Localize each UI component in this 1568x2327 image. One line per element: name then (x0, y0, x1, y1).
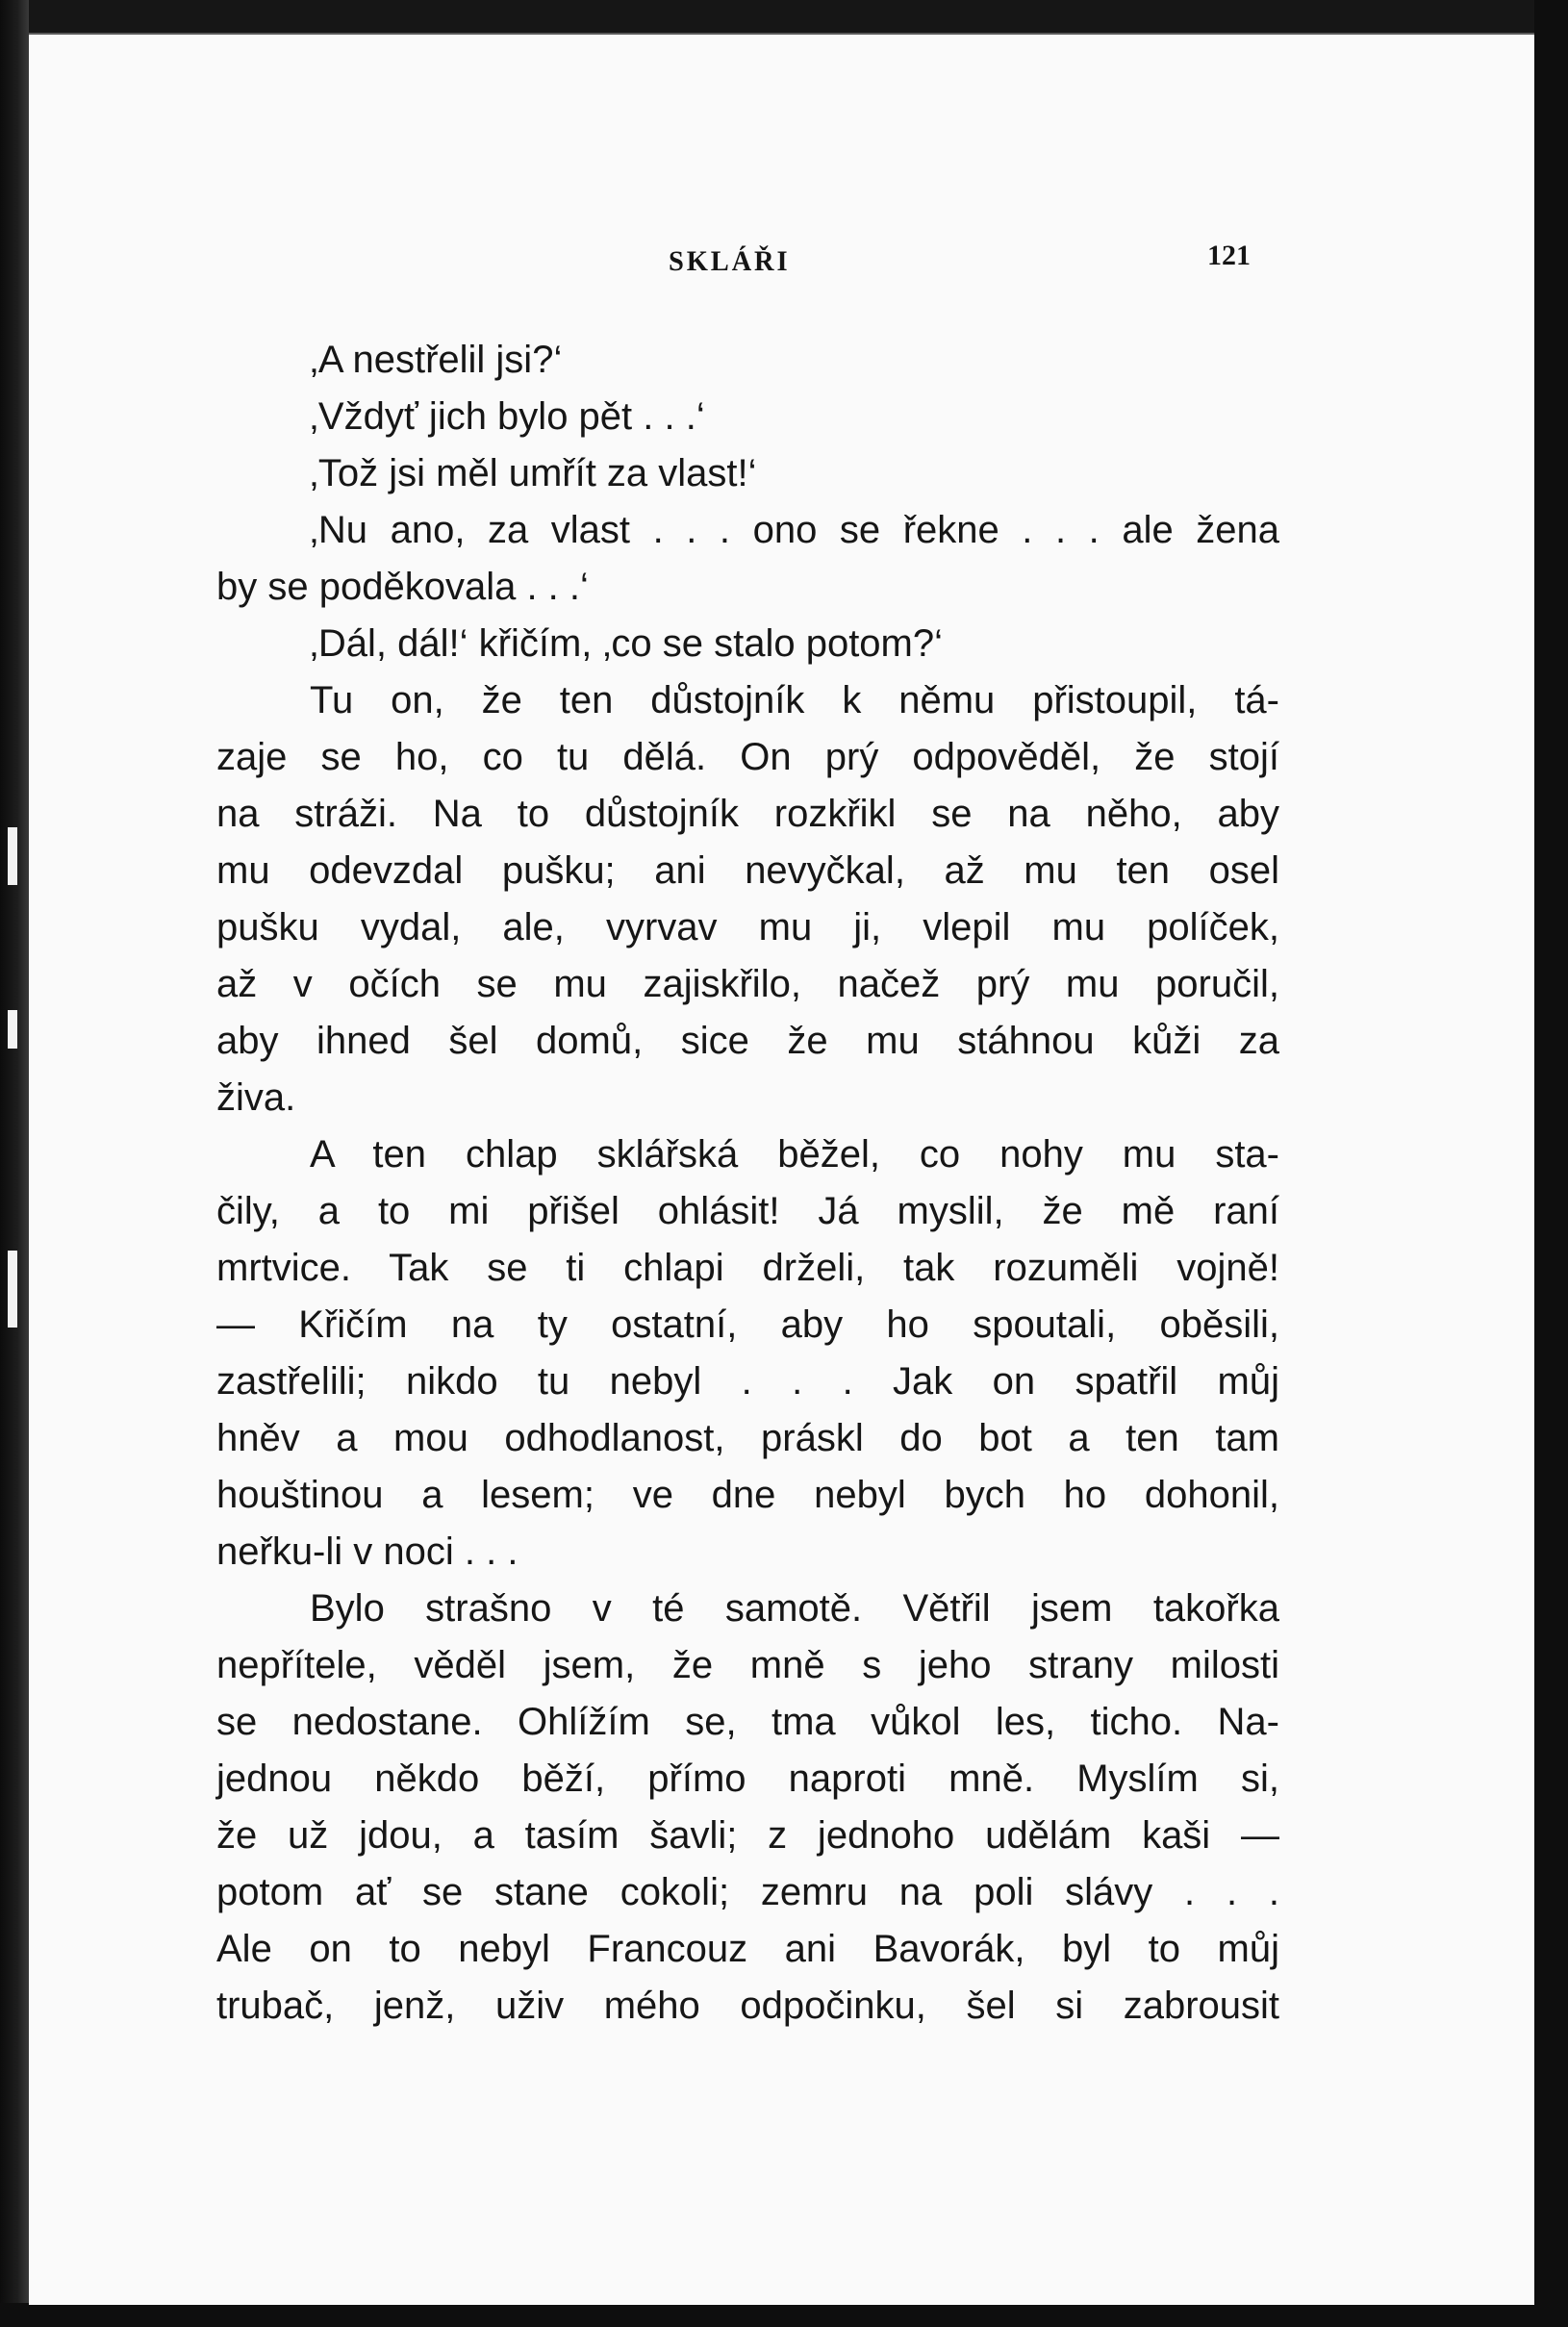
text-line: hněv a mou odhodlanost, práskl do bot a ten tam (216, 1417, 1279, 1459)
text-line: ‚Dál, dál!‘ křičím, ‚co se stalo potom?‘ (310, 622, 944, 665)
text-line: až v očích se mu zajiskřilo, načež prý mu poručil, (216, 963, 1279, 1005)
text-line: nepřítele, věděl jsem, že mně s jeho strany milosti (216, 1644, 1279, 1686)
text-line: ‚Vždyť jich bylo pět . . .‘ (310, 395, 705, 438)
binding-mark (8, 1010, 17, 1049)
text-line: na stráži. Na to důstojník rozkřikl se na něho, aby (216, 793, 1279, 835)
right-dark-edge (1534, 0, 1568, 2327)
text-line: ‚A nestřelil jsi?‘ (310, 339, 563, 381)
bottom-dark-edge (0, 2303, 1568, 2327)
text-line: aby ihned šel domů, sice že mu stáhnou kůži za (216, 1020, 1279, 1062)
text-line: ‚Tož jsi měl umřít za vlast!‘ (310, 452, 757, 494)
text-line: potom ať se stane cokoli; zemru na poli slávy . . . (216, 1871, 1279, 1913)
text-line: Ale on to nebyl Francouz ani Bavorák, byl to můj (216, 1928, 1279, 1970)
body-text (216, 332, 1279, 2035)
text-line: mrtvice. Tak se ti chlapi drželi, tak rozuměli vojně! (216, 1247, 1279, 1289)
left-binding-edge (0, 0, 29, 2327)
text-line: — Křičím na ty ostatní, aby ho spoutali, oběsili, (216, 1303, 1279, 1346)
running-title: SKLÁŘI (669, 245, 791, 277)
text-line: A ten chlap sklářská běžel, co nohy mu sta- (310, 1133, 1279, 1176)
text-line: Bylo strašno v té samotě. Větřil jsem takořka (310, 1587, 1279, 1630)
text-line: se nedostane. Ohlížím se, tma vůkol les, ticho. Na- (216, 1701, 1279, 1743)
text-line: houštinou a lesem; ve dne nebyl bych ho dohonil, (216, 1474, 1279, 1516)
binding-mark (8, 827, 17, 885)
text-line: jednou někdo běží, přímo naproti mně. Myslím si, (216, 1758, 1279, 1800)
text-line: zastřelili; nikdo tu nebyl . . . Jak on spatřil můj (216, 1360, 1279, 1403)
text-line: by se poděkovala . . .‘ (216, 566, 589, 608)
page-number: 121 (1207, 240, 1251, 271)
text-line: ‚Nu ano, za vlast . . . ono se řekne . . . ale žena (310, 509, 1279, 551)
text-line: trubač, jenž, uživ mého odpočinku, šel si zabrousit (216, 1985, 1279, 2027)
text-line: živa. (216, 1076, 296, 1119)
text-line: zaje se ho, co tu dělá. On prý odpověděl, že stojí (216, 736, 1279, 778)
text-line: že už jdou, a tasím šavli; z jednoho udělám kaši — (216, 1814, 1279, 1857)
binding-mark (8, 1251, 17, 1328)
text-line: čily, a to mi přišel ohlásit! Já myslil, že mě raní (216, 1190, 1279, 1232)
text-line: neřku-li v noci . . . (216, 1530, 518, 1573)
text-line: mu odevzdal pušku; ani nevyčkal, až mu ten osel (216, 849, 1279, 892)
text-line: Tu on, že ten důstojník k němu přistoupil, tá- (310, 679, 1279, 721)
text-line: pušku vydal, ale, vyrvav mu ji, vlepil mu políček, (216, 906, 1279, 949)
running-head (0, 240, 1568, 284)
